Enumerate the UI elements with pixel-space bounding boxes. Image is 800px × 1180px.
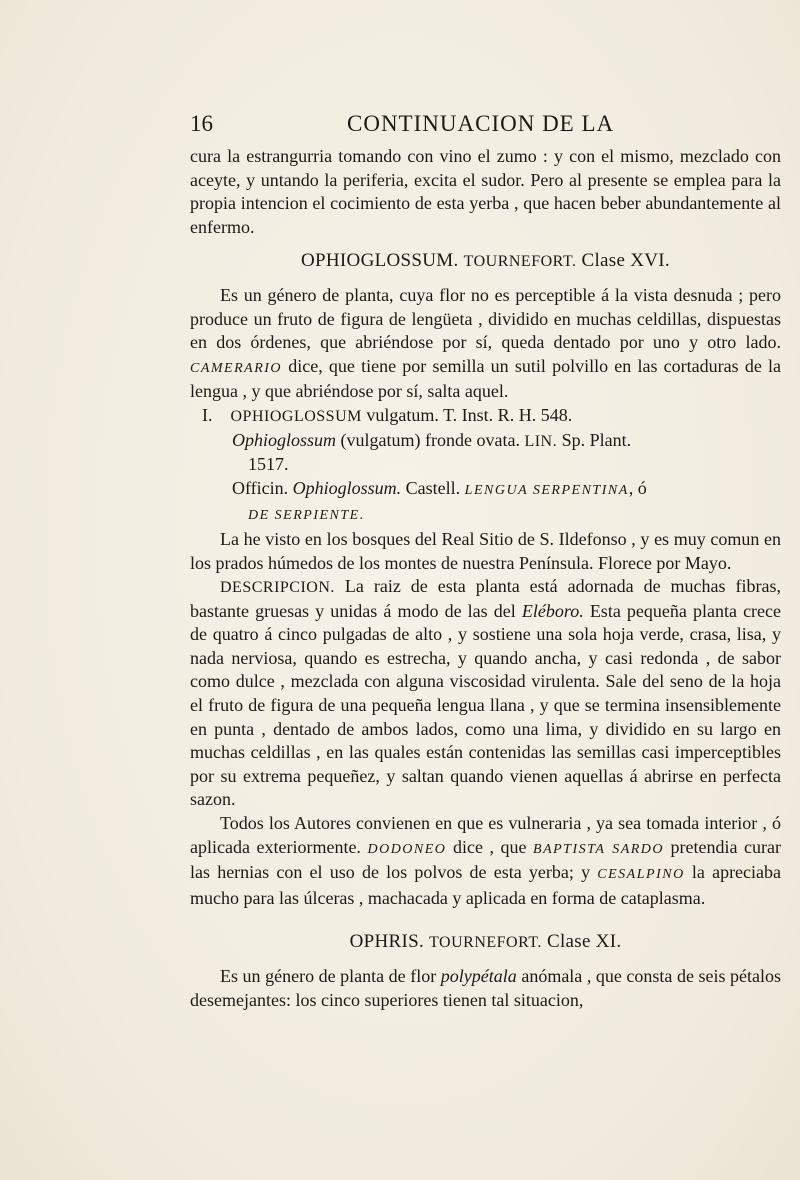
synonymy-line (190, 502, 781, 528)
paragraph-description (190, 575, 781, 812)
text-run: Esta pequeña planta crece de quatro á cinco pulgadas de alto , y sostiene una sola hoja verde, crasa, lisa, y nada nerviosa, quando es estrecha, y quando ancha, y casi redonda , de sabor como dulce , mezclada con alguna viscosidad virulenta. Sale del seno de la hoja el fruto de figura de una pequeña lengua llana , y que se termina insensiblemente en punta , dentado de ambos lados, como una lima, y dividido en su largo en muchas celdillas , en las quales están contenidas las semillas casi imperceptibles por su extrema pequeñez, y saltan quando vienen aquellas á abrirse en perfecta sazon. (190, 600, 782, 810)
text-run: dice, que tiene por semilla un sutil polvillo en las cortaduras de la lengua , y que abriéndose por sí, salta aquel. (190, 355, 781, 402)
text-run: Todos los Autores convienen en que es vulneraria , ya sea tomada interior , ó aplicada exteriormente. (190, 813, 781, 857)
synonymy-line (190, 429, 781, 454)
page-body (190, 145, 781, 1012)
text-run: anómala , que consta de seis pétalos desemejantes: los cinco superiores tienen tal situacion, (190, 966, 782, 1010)
synonymy-line (190, 404, 781, 429)
italic-name: polypétala (440, 966, 517, 986)
page-number: 16 (190, 111, 213, 136)
species-number: I. (202, 404, 213, 425)
class-label: Clase XI. (546, 931, 622, 953)
synonymy-block (190, 404, 781, 528)
author-cesalpino: CESALPINO (597, 867, 685, 883)
class-label: Clase XVI. (581, 250, 670, 272)
paragraph-habitat: La he visto en los bosques del Real Sitio de S. Ildefonso , y es muy comun en los prados húmedos de los montes de nuestra Península. Florece por Mayo. (190, 528, 781, 573)
description-label: DESCRIPCION. (220, 579, 335, 597)
paragraph-ophris (190, 965, 781, 1012)
text-run: pretendia curar las hernias con el uso de los polvos de esta yerba; y (190, 836, 782, 883)
paragraph-continuation: cura la estrangurria tomando con vino el zumo : y con el mismo, mezclado con aceyte, y untando la periferia, excita el sudor. Pero al presente se emplea para la propia intencion el cocimiento de esta yerba , que hacen beber abundantemente al enfermo. (190, 146, 781, 237)
text-run: dice , que (452, 836, 527, 857)
genus-name: OPHRIS. (349, 931, 424, 953)
text-run: Officin. (232, 477, 289, 498)
italic-name: Ophioglossum (232, 429, 337, 450)
synonymy-line: 1517. (248, 454, 289, 475)
author-dodoneo: DODONEO (367, 841, 447, 857)
author-lin: LIN. (524, 432, 558, 450)
author-baptista-sardo: BAPTISTA SARDO (533, 841, 665, 857)
common-name: DE SERPIENTE. (248, 508, 365, 524)
italic-name: Eléboro. (521, 600, 584, 621)
synonymy-line (190, 477, 781, 503)
genus-name: OPHIOGLOSSUM. (301, 250, 459, 272)
section-heading-ophioglossum (190, 249, 781, 274)
text-run: (vulgatum) fronde ovata. (340, 429, 520, 450)
text-run: Es un género de planta, cuya flor no es perceptible á la vista desnuda ; pero produce un fruto de figura de lengüeta , dividido en muchas celdillas, dispuestas en dos órdenes, que abriéndose por sí, queda dentado por uno y otro lado. (190, 284, 781, 353)
author-camerario: CAMERARIO (190, 360, 283, 376)
text-run: vulgatum. T. Inst. R. H. 548. (366, 404, 573, 425)
author-name: TOURNEFORT. (463, 253, 577, 271)
page-header (190, 111, 780, 145)
author-name: TOURNEFORT. (429, 934, 542, 952)
text-run: La raiz de esta planta está adornada de muchas fibras, bastante gruesas y unidas á modo de las del (190, 576, 781, 621)
text-run: Es un género de planta de flor (220, 966, 437, 986)
running-title: CONTINUACION DE LA (347, 111, 615, 136)
paragraph-uses (190, 812, 781, 910)
species-name: OPHIOGLOSSUM (230, 407, 362, 425)
paragraph-genus-description (190, 284, 781, 404)
common-name: LENGUA SERPENTINA (464, 482, 629, 498)
section-heading-ophris (190, 930, 781, 955)
text-run: la apreciaba mucho para las úlceras , machacada y aplicada en forma de cataplasma. (190, 862, 782, 908)
italic-name: Ophioglossum. (292, 477, 402, 498)
text-run: Castell. (405, 477, 461, 498)
text-run: Sp. Plant. (561, 429, 632, 450)
text-run: , ó (628, 477, 647, 498)
